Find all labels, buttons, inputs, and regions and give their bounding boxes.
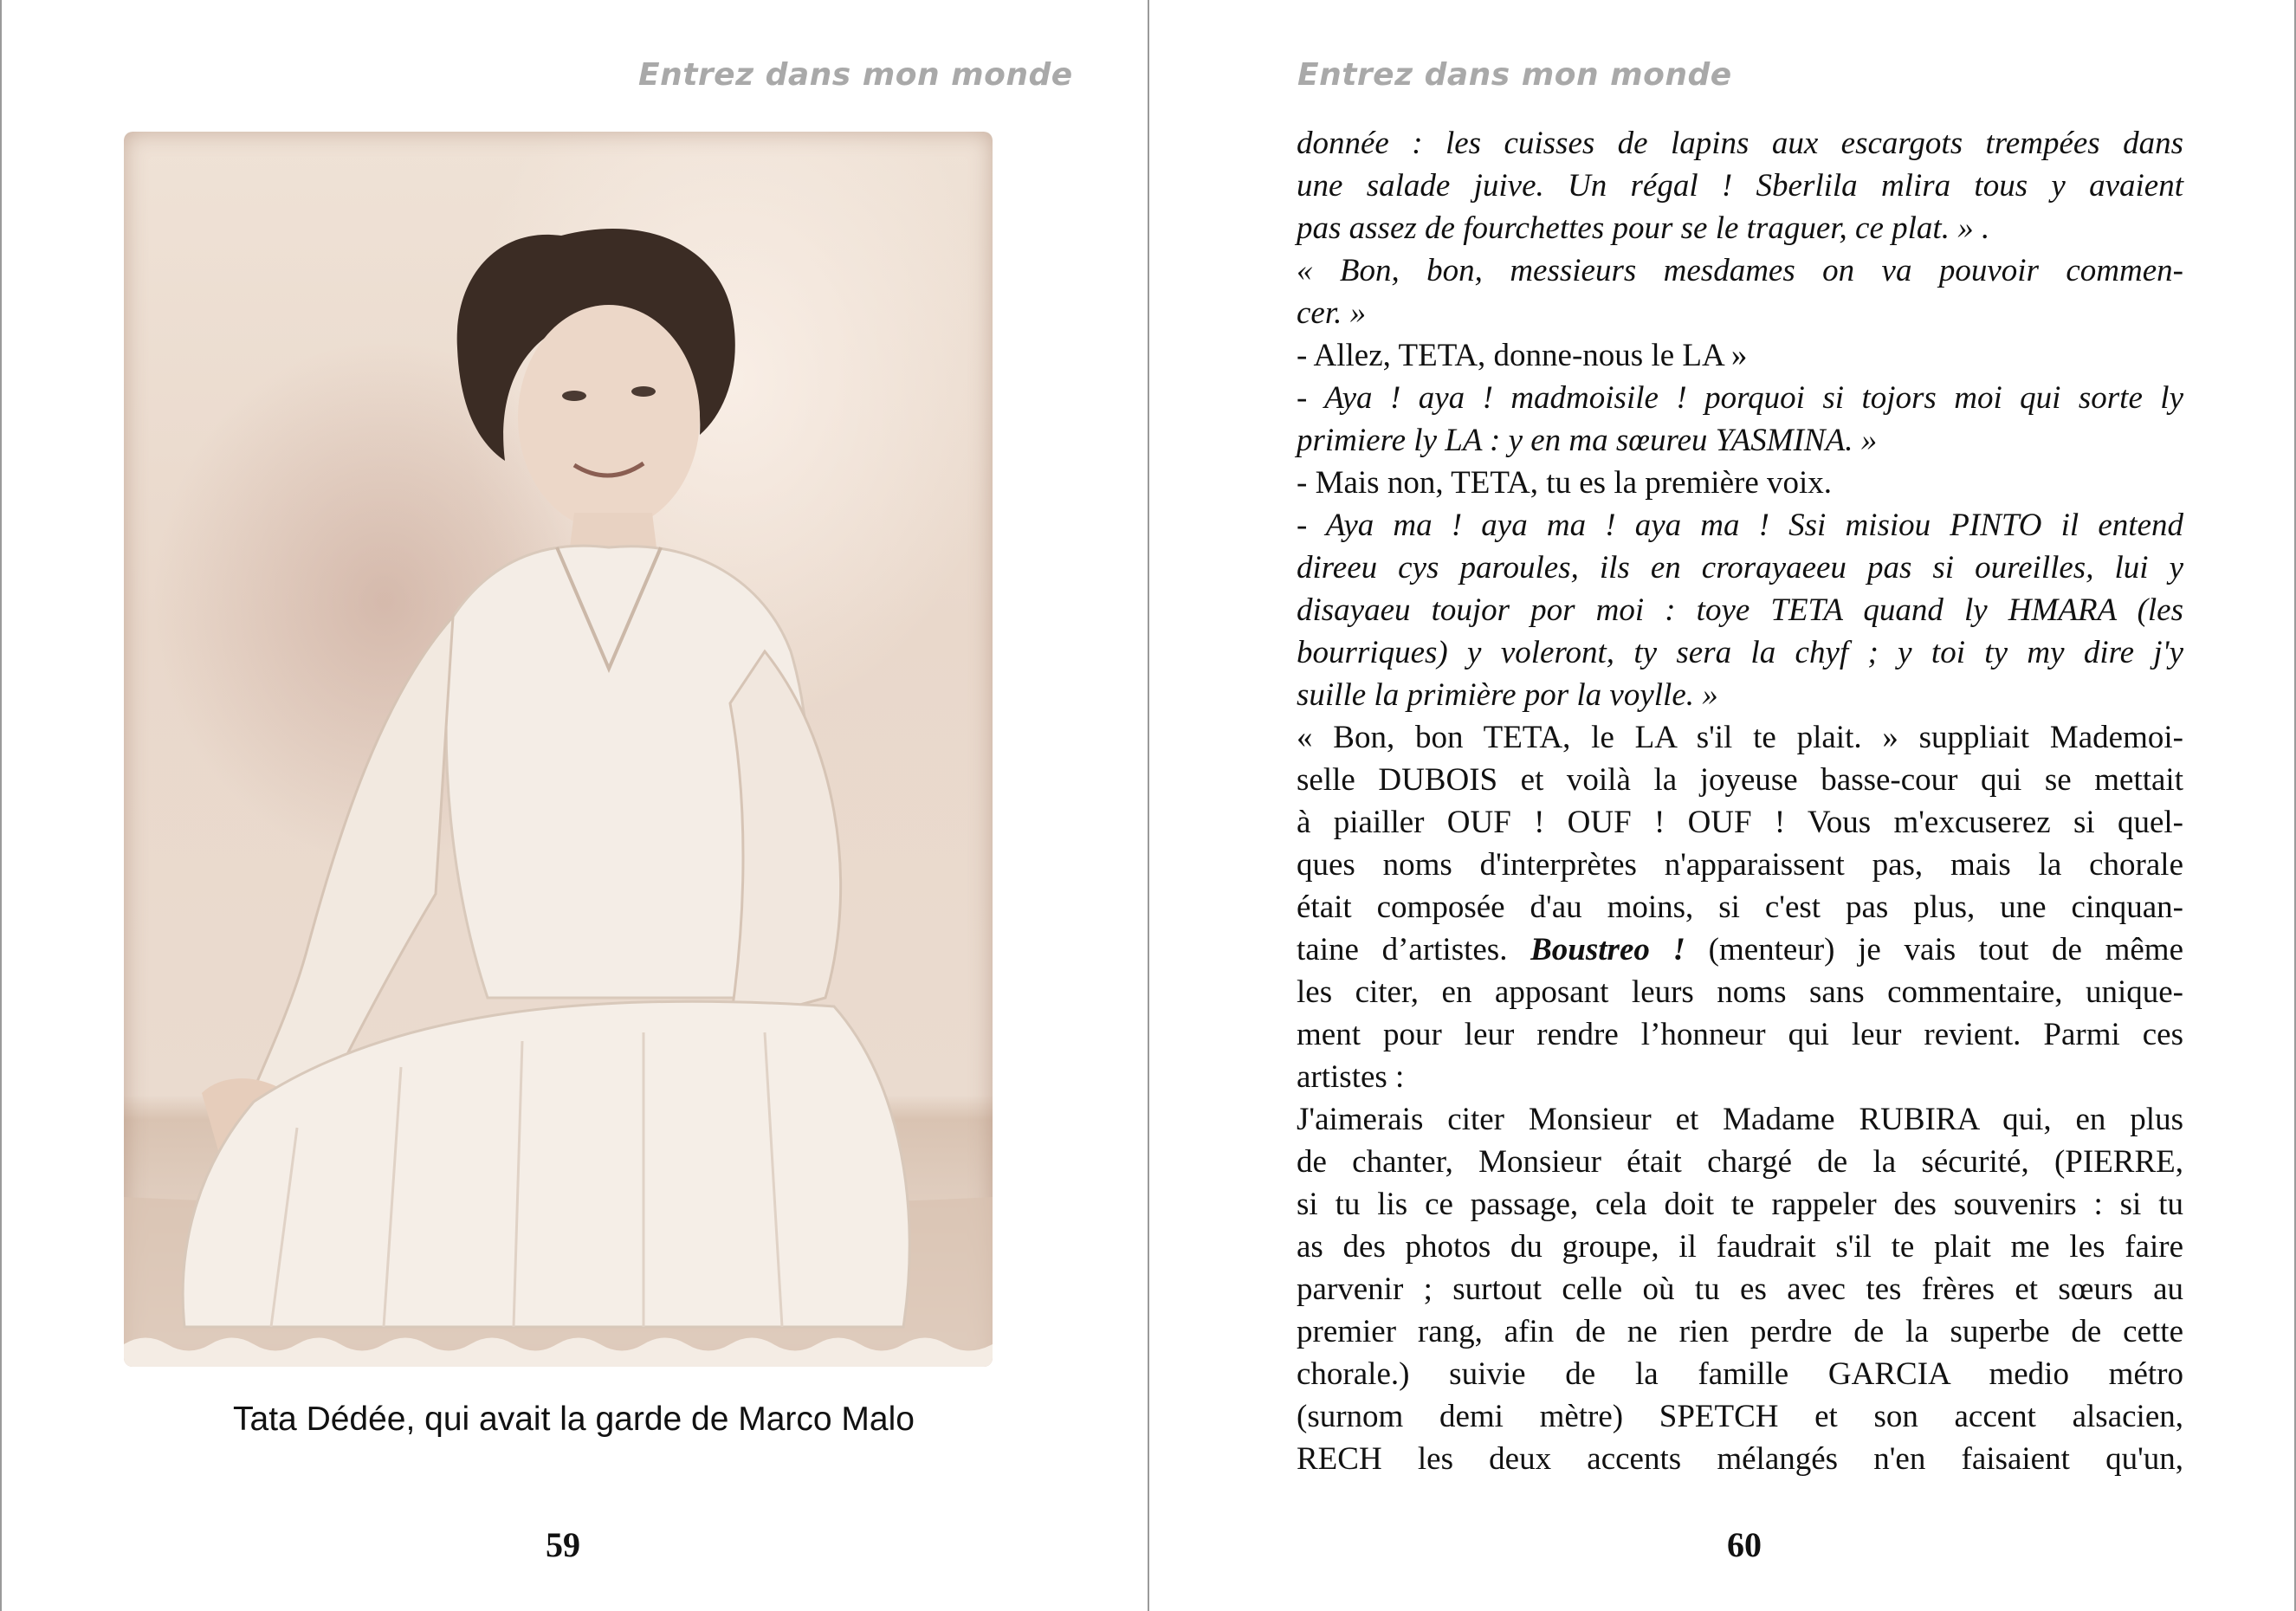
text-line: - Mais non, TETA, tu es la première voix. [1297,465,1833,501]
text-line: ques noms d'interprètes n'apparaissent pas, mais la chorale [1297,847,2183,883]
left-edge [0,0,2,1611]
text-line: « Bon, bon TETA, le LA s'il te plait. » suppliait Mademoi- [1297,720,2183,755]
text-span: (menteur) je vais tout de même [1685,932,2184,967]
text-line: J'aimerais citer Monsieur et Madame RUBIRA qui, en plus [1297,1102,2183,1137]
text-line: cer. » [1297,295,1367,331]
running-head-left: Entrez dans mon monde [638,57,1073,93]
text-line: as des photos du groupe, il faudrait s'il te plait me les faire [1297,1229,2183,1265]
text-line: une salade juive. Un régal ! Sberlila mlira tous y avaient [1297,168,2183,204]
text-line: si tu lis ce passage, cela doit te rappeler des souvenirs : si tu [1297,1187,2183,1222]
text-line: selle DUBOIS et voilà la joyeuse basse-cour qui se mettait [1297,762,2183,798]
text-line: chorale.) suivie de la famille GARCIA medio métro [1297,1356,2183,1392]
text-line: (surnom demi mètre) SPETCH et son accent alsacien, [1297,1399,2183,1434]
portrait-photo [124,132,993,1367]
text-span: taine d’artistes. [1297,932,1531,967]
text-line: - Aya ! aya ! madmoisile ! porquoi si tojors moi qui sorte ly [1297,380,2183,416]
running-head-right: Entrez dans mon monde [1297,57,1732,93]
text-line: disayaeu toujor por moi : toye TETA quand ly HMARA (les [1297,592,2183,628]
portrait-illustration [124,132,993,1367]
page-number-right: 60 [1727,1525,1762,1564]
text-line: de chanter, Monsieur était chargé de la sécurité, (PIERRE, [1297,1144,2183,1180]
text-line: bourriques) y voleront, ty sera la chyf ; y toi ty my dire j'y [1297,635,2183,670]
text-line: les citer, en apposant leurs noms sans commentaire, unique- [1297,974,2183,1010]
text-line: était composée d'au moins, si c'est pas plus, une cinquan- [1297,890,2183,925]
text-line: - Allez, TETA, donne-nous le LA » [1297,338,1748,373]
text-line: parvenir ; surtout celle où tu es avec tes frères et sœurs au [1297,1271,2183,1307]
text-line [1297,928,2183,971]
text-line: « Bon, bon, messieurs mesdames on va pouvoir commen- [1297,253,2183,288]
text-line: suille la primière por la voylle. » [1297,677,1718,713]
text-line: donnée : les cuisses de lapins aux escargots trempées dans [1297,126,2183,161]
text-line: primiere ly LA : y en ma sœureu YASMINA. » [1297,423,1878,458]
text-line: RECH les deux accents mélangés n'en faisaient qu'un, [1297,1441,2183,1477]
photo-caption: Tata Dédée, qui avait la garde de Marco Malo [233,1401,915,1438]
text-line: direeu cys paroules, ils en crorayaeeu pas si oureilles, lui y [1297,550,2183,586]
text-line: à piailler OUF ! OUF ! OUF ! Vous m'excuserez si quel- [1297,805,2183,840]
text-line: pas assez de fourchettes pour se le traguer, ce plat. » . [1297,210,1990,246]
body-text [1297,122,2183,1480]
text-line: artistes : [1297,1059,1405,1095]
page-number-left: 59 [546,1525,580,1564]
text-line: premier rang, afin de ne rien perdre de la superbe de cette [1297,1314,2183,1349]
text-line: ment pour leur rendre l’honneur qui leur revient. Parmi ces [1297,1017,2183,1052]
emphasis-span: Boustreo ! [1530,932,1685,967]
text-line: - Aya ma ! aya ma ! aya ma ! Ssi misiou PINTO il entend [1297,508,2183,543]
